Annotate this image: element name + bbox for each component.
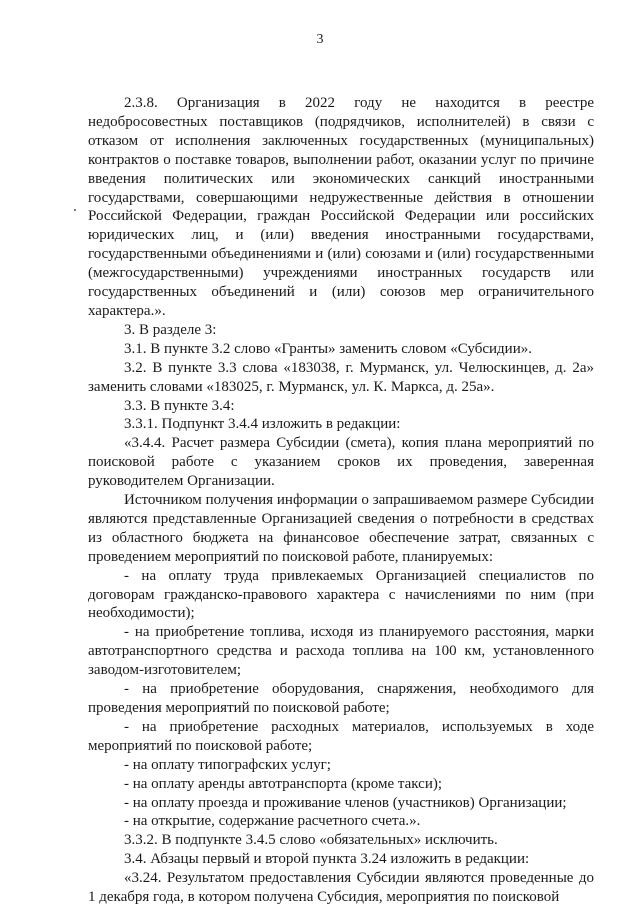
page-number: 3 xyxy=(316,32,324,47)
paragraph-3-1: 3.1. В пункте 3.2 слово «Гранты» заменить словом «Субсидии». xyxy=(124,340,532,357)
paragraph-section-3: 3. В разделе 3: xyxy=(124,321,217,338)
scan-speck xyxy=(74,209,76,211)
paragraph-2-3-8: 2.3.8. Организация в 2022 году не находится в реестре недобросовестных поставщиков (подрядчиков, исполнителей) в связи с отказом от исполнения заключенных государственных (муниципальных) контрактов о поставке товаров, выполнении работ, оказании услуг по причине введения политических или экономических санкций иностранными государствами, совершающими недружественные действия в отношении Российской Федерации, граждан Российской Федерации или российских юридических лиц, и (или) введения иностранными государствами, государственными объединениями и (или) союзами и (или) государственными (межгосударственными) учреждениями иностранных государств или государственных объединений и (или) союзов мер ограничительного характера.». xyxy=(88,95,594,319)
paragraph-info-source: Источником получения информации о запрашиваемом размере Субсидии являются представленные Организацией сведения о потребности в средствах из областного бюджета на финансовое обеспечение затрат, связанных с проведением мероприятий по поисковой работе, планируемых: xyxy=(88,492,594,565)
list-item-travel: - на оплату проезда и проживание членов (участников) Организации; xyxy=(124,794,567,811)
paragraph-3-3-2: 3.3.2. В подпункте 3.4.5 слово «обязательных» исключить. xyxy=(124,832,498,849)
list-item-printing: - на оплату типографских услуг; xyxy=(124,756,331,773)
paragraph-3-3-1: 3.3.1. Подпункт 3.4.4 изложить в редакции: xyxy=(124,416,401,433)
paragraph-3-4-4: «3.4.4. Расчет размера Субсидии (смета), копия плана мероприятий по поисковой работе с указанием сроков их проведения, заверенная руководителем Организации. xyxy=(88,435,594,490)
paragraph-3-2: 3.2. В пункте 3.3 слова «183038, г. Мурманск, ул. Челюскинцев, д. 2а» заменить словами «183025, г. Мурманск, ул. К. Маркса, д. 25а». xyxy=(88,359,594,395)
list-item-vehicle-rent: - на оплату аренды автотранспорта (кроме такси); xyxy=(124,775,443,792)
list-item-labor: - на оплату труда привлекаемых Организацией специалистов по договорам гражданско-правового характера с начислениями по ним (при необходимости); xyxy=(88,567,594,622)
list-item-bank-account: - на открытие, содержание расчетного счета.». xyxy=(124,813,421,830)
document-body xyxy=(88,94,594,907)
paragraph-3-3: 3.3. В пункте 3.4: xyxy=(124,397,235,414)
list-item-consumables: - на приобретение расходных материалов, используемых в ходе мероприятий по поисковой работе; xyxy=(88,718,594,754)
list-item-fuel: - на приобретение топлива, исходя из планируемого расстояния, марки автотранспортного средства и расхода топлива на 100 км, установленного заводом-изготовителем; xyxy=(88,624,594,679)
paragraph-3-24: «3.24. Результатом предоставления Субсидии являются проведенные до 1 декабря года, в котором получена Субсидия, мероприятия по поисковой xyxy=(88,870,594,906)
paragraph-3-4: 3.4. Абзацы первый и второй пункта 3.24 изложить в редакции: xyxy=(124,851,530,868)
list-item-equipment: - на приобретение оборудования, снаряжения, необходимого для проведения мероприятий по поисковой работе; xyxy=(88,681,594,716)
